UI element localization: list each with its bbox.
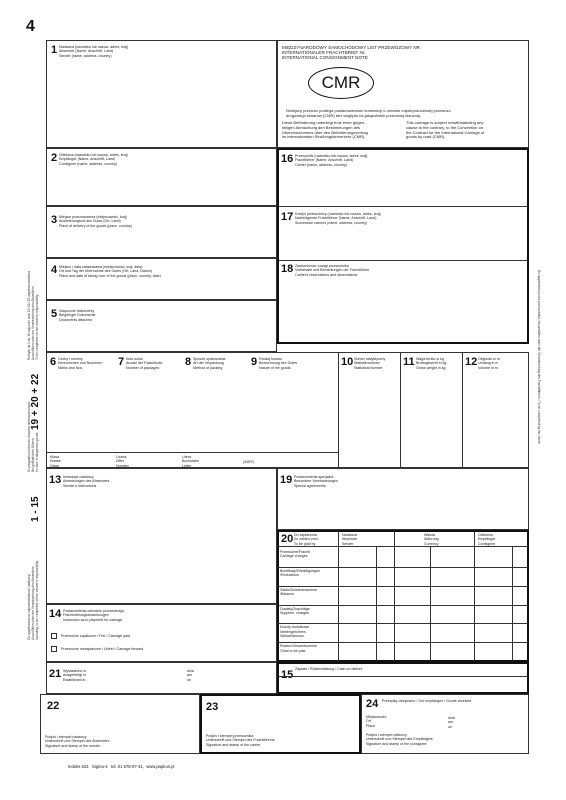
cmr-logo-text: CMR <box>321 73 361 92</box>
field-17-successive-carriers[interactable] <box>279 208 527 260</box>
field-14-number: 14 <box>49 608 62 620</box>
field-8-label: Sposób opakowania Art der Verpackung Method of packing <box>193 357 226 370</box>
side-text-mid: W przypadku przewozu towarów niebezpiecznych Bei gefährlichen Gütern In case of dangerous goods <box>27 401 39 472</box>
field-1-label: Nadawca (nazwisko lub nazwa, adres, kraj) Absender (Name, Anschrift, Land) Sender (name, address, country) <box>59 45 129 58</box>
col-line-consignee-mid <box>512 546 513 661</box>
class-label: Klasa Klasse Class <box>50 455 61 468</box>
field-13-instructions[interactable] <box>46 468 277 604</box>
field-3-delivery[interactable] <box>46 206 277 258</box>
number-label: Liczba Ziffer Number <box>116 455 129 468</box>
field-14-label: Postanowienia odnośnie przewoźnego Frachtzahlungsanweisungen Instruction as to payment for carriage <box>63 609 125 622</box>
divider-16-17 <box>279 206 527 207</box>
field-5-label: Załączone dokumenty Beigefügte Dokumente Documents attached <box>59 309 96 322</box>
letter-label: Litera Buchstabe Letter <box>182 455 199 468</box>
field-21-label: Wystawiono w Ausgefertigt in Established in <box>63 669 86 682</box>
field-1-number: 1 <box>51 44 58 56</box>
field-22-sender-signature[interactable] <box>40 694 200 754</box>
side-text-bot: Do wypełnienia na odpowiedzialność nadawcy Auszufüllen unter der Verantwortung des Absenders Including, to be completed on the sender's responsibility <box>27 560 39 640</box>
field-23-carrier-signature[interactable] <box>200 694 361 754</box>
field-21-number: 21 <box>49 668 62 680</box>
field-2-consignee[interactable] <box>46 148 277 206</box>
field-22-label: Podpis i stempel nadawcy Unterschrift und Stempel des Absenders Signature and stamp of the sender <box>45 735 110 748</box>
header-note-de: Diese Beförderung unterliegt trotz einer gegen- teiligen Abmachung den Bestimmungen des Übereinkommens über den Beförderungsvertrag im internationalen Straßengüterverkehr (CMR). <box>282 120 368 140</box>
carriage-paid-label: Przewoźne zapłacone / Frei / Carriage paid <box>61 634 130 638</box>
header-title: MIĘDZYNARODOWY SAMOCHODOWY LIST PRZEWOZOWY NR INTERNATIONALER FRACHTBRIEF Nr. INTERNATIONAL CONSIGNMENT NOTE <box>282 45 420 61</box>
col-currency-label: Waluta Währung Currency <box>424 533 439 546</box>
field-24-place-label: Miejscowość Ort Place <box>366 715 387 728</box>
goods-divider-10 <box>338 352 339 468</box>
col-sender-label: Nadawca Absender Sender <box>342 533 358 546</box>
field-2-number: 2 <box>51 152 58 164</box>
charges-row-label: Razem/Gesamtsumme /Total to be paid <box>280 644 317 653</box>
field-7-label: Ilość sztuk Anzahl der Packstücke Number of packages <box>126 357 163 370</box>
field-5-number: 5 <box>51 308 58 320</box>
field-24-sign-label: Podpis i stempel odbiorcy Unterschrift und Stempel des Empfängers Signature and stamp of the consignee <box>366 733 433 746</box>
side-text-right: Do wypełnienia przez przewoźnika / Auszufüllen unter der Verantwortung des Frachtführers / To be completed by the carrier <box>537 270 541 445</box>
cmr-logo <box>308 67 374 99</box>
field-1-sender[interactable] <box>46 40 277 148</box>
field-17-number: 17 <box>281 211 294 223</box>
field-24-date-label: dnia am on <box>448 716 455 729</box>
field-23-label: Podpis i stempel przewoźnika Unterschrift und Stempel des Frachtführers Signature and stamp of the carrier <box>206 734 275 747</box>
field-24-number: 24 <box>366 698 379 710</box>
field-24-goods-received[interactable] <box>361 694 529 754</box>
field-11-label: Waga brutto w kg Bruttogewicht in kg Gross weight in kg <box>416 357 447 370</box>
field-15-line <box>279 676 527 677</box>
charges-row-label: Saldo/Zwischensumme /Balance <box>280 587 318 597</box>
field-10-label: Numer statystyczny Statistiknummer Statistical number <box>354 357 386 370</box>
field-6-number: 6 <box>50 356 57 368</box>
side-text-top: Rubryki od 1 do 15 włącznie oraz 19+21+22 wypełnia nadawca Auszufüllen unter der Verantwortung des Absenders To be completed on the sender's responsibility <box>27 270 39 360</box>
field-2-label: Odbiorca (nazwisko lub nazwa, adres, kraj) Empfänger (Name, Anschrift, Land) Consignee (name, address, country) <box>59 153 128 166</box>
col-consignee-label: Odbiorca Empfänger Consignee <box>478 533 496 546</box>
charges-row-line <box>278 623 528 624</box>
field-23-number: 23 <box>206 701 219 713</box>
field-16-carrier[interactable] <box>279 150 527 208</box>
col-line-sender-mid <box>376 546 377 661</box>
adr-label: (ADR*) <box>243 460 255 464</box>
field-13-number: 13 <box>49 474 62 486</box>
field-24-label: Przesyłkę otrzymano / Gut empfangen / Goods received <box>382 699 472 703</box>
field-17-label: Kolejni przewoźnicy (nazwisko lub nazwa, adres, kraj) Nachfolgende Frachtführer (Name, Anschrift, Land) Successive carriers (name, address, country) <box>295 212 381 225</box>
class-row-line <box>46 452 338 453</box>
field-21-established[interactable] <box>46 662 277 694</box>
field-16-label: Przewoźnik (nazwisko lub nazwa, adres, kraj) Frachtführer (Name, Anschrift, Land) Carrier (name, address, country) <box>295 154 368 167</box>
side-block-1-15: 1 - 15 <box>30 496 41 522</box>
field-22-number: 22 <box>47 700 60 712</box>
field-4-label: Miejsce i data załadowania (miejscowość, kraj, data) Ort und Tag der Übernahme des Gutes (Ort, Land, Datum) Place and date of taking over of the goods (place, country, date) <box>59 265 161 278</box>
field-19-label: Postanowienia specjalne Besondere Vereinbarungen Special agreements <box>294 475 338 488</box>
field-3-number: 3 <box>51 214 58 226</box>
carriage-forward-label: Przewoźne niezapłacone / Unfrei / Carriage forward <box>61 647 144 651</box>
carriage-paid-checkbox[interactable] <box>51 633 57 639</box>
charges-row-line <box>278 567 528 568</box>
field-21-date-label: dnia am on <box>187 669 194 682</box>
field-15-cash-on-delivery[interactable] <box>277 662 529 694</box>
field-6-label: Cechy i numery Kennzeichen und Nummern Marks and Nos <box>58 357 103 370</box>
charges-header-line <box>278 546 528 547</box>
field-8-number: 8 <box>185 356 192 368</box>
goods-divider-11 <box>400 352 401 468</box>
field-18-number: 18 <box>281 263 294 275</box>
field-4-loading[interactable] <box>46 258 277 300</box>
carriage-forward-checkbox[interactable] <box>51 646 57 652</box>
field-18-label: Zastrzeżenia i uwagi przewoźnika Vorbehalte und Bemerkungen der Frachtführer Carrier's reservations and observations <box>295 264 370 277</box>
charges-row-line <box>278 586 528 587</box>
field-3-label: Miejsce przeznaczenia (miejscowość, kraj) Auslieferungsort des Gutes (Ort, Land) Place of delivery of the goods (place, country) <box>59 215 132 228</box>
field-14-payment[interactable] <box>46 604 277 662</box>
divider-17-18 <box>279 260 527 261</box>
goods-divider-12 <box>462 352 463 468</box>
field-11-number: 11 <box>403 356 415 368</box>
field-15-number: 15 <box>281 669 294 681</box>
header-note-pl: Niniejszy przewóz podlega postanowieniom konwencji o umowie międzynarodowej przewozu drogowego towarów (CMR) bez względu na jakąkolwiek przeciwną klauzulę. <box>286 108 451 118</box>
field-19-number: 19 <box>280 474 293 486</box>
charges-row-label: Koszty dodatkowe Nebengebühren /Miscellaneous <box>280 625 310 639</box>
field-20-number: 20 <box>281 533 294 545</box>
field-12-label: Objętość w m Umfang in m Volume in m <box>478 357 500 370</box>
field-20-label: Do zapłacenia Zu zahlen vom: To be paid by <box>294 533 319 546</box>
footer-text: Indeks 623 Sigma-4 tel. 01 578-07-41, www.papirus.pl <box>68 764 175 769</box>
side-block-19-20-22: 19 + 20 + 22 <box>30 373 41 430</box>
charges-row-label: Bonifikaty/Ermäßigungen /Reductions <box>280 568 321 578</box>
field-13-label: Instrukcje nadawcy Anweisungen des Absenders Sender's instructions <box>63 475 110 488</box>
field-9-label: Rodzaj towaru Bezeichnung des Gutes Nature of the goods <box>259 357 298 370</box>
field-15-label: Zapłata / Rückerstattung / Cash on deliver <box>295 667 363 671</box>
field-12-number: 12 <box>465 356 478 368</box>
field-9-number: 9 <box>251 356 258 368</box>
field-19-special-agreements[interactable] <box>277 468 529 530</box>
copy-number: 4 <box>26 18 35 35</box>
field-16-number: 16 <box>281 153 294 165</box>
charges-row-line <box>278 642 528 643</box>
charges-row-label: Dopłaty/Zuschläge Supplem. charges <box>280 606 310 615</box>
charges-row-label: Przewoźne/Fracht/ Carriage charges <box>280 550 310 559</box>
charges-row-line <box>278 605 528 606</box>
field-5-documents[interactable] <box>46 300 277 352</box>
col-line-currency-mid <box>430 546 431 661</box>
field-18-reservations[interactable] <box>279 262 527 342</box>
header-box <box>277 40 529 148</box>
field-4-number: 4 <box>51 264 58 276</box>
field-7-number: 7 <box>118 356 125 368</box>
header-note-en: This carriage is subject notwithstanding any clause to the contrary, to the Convention on the Contract for the International Carriage of goods by road (CMR). <box>406 120 485 140</box>
field-10-number: 10 <box>341 356 354 368</box>
